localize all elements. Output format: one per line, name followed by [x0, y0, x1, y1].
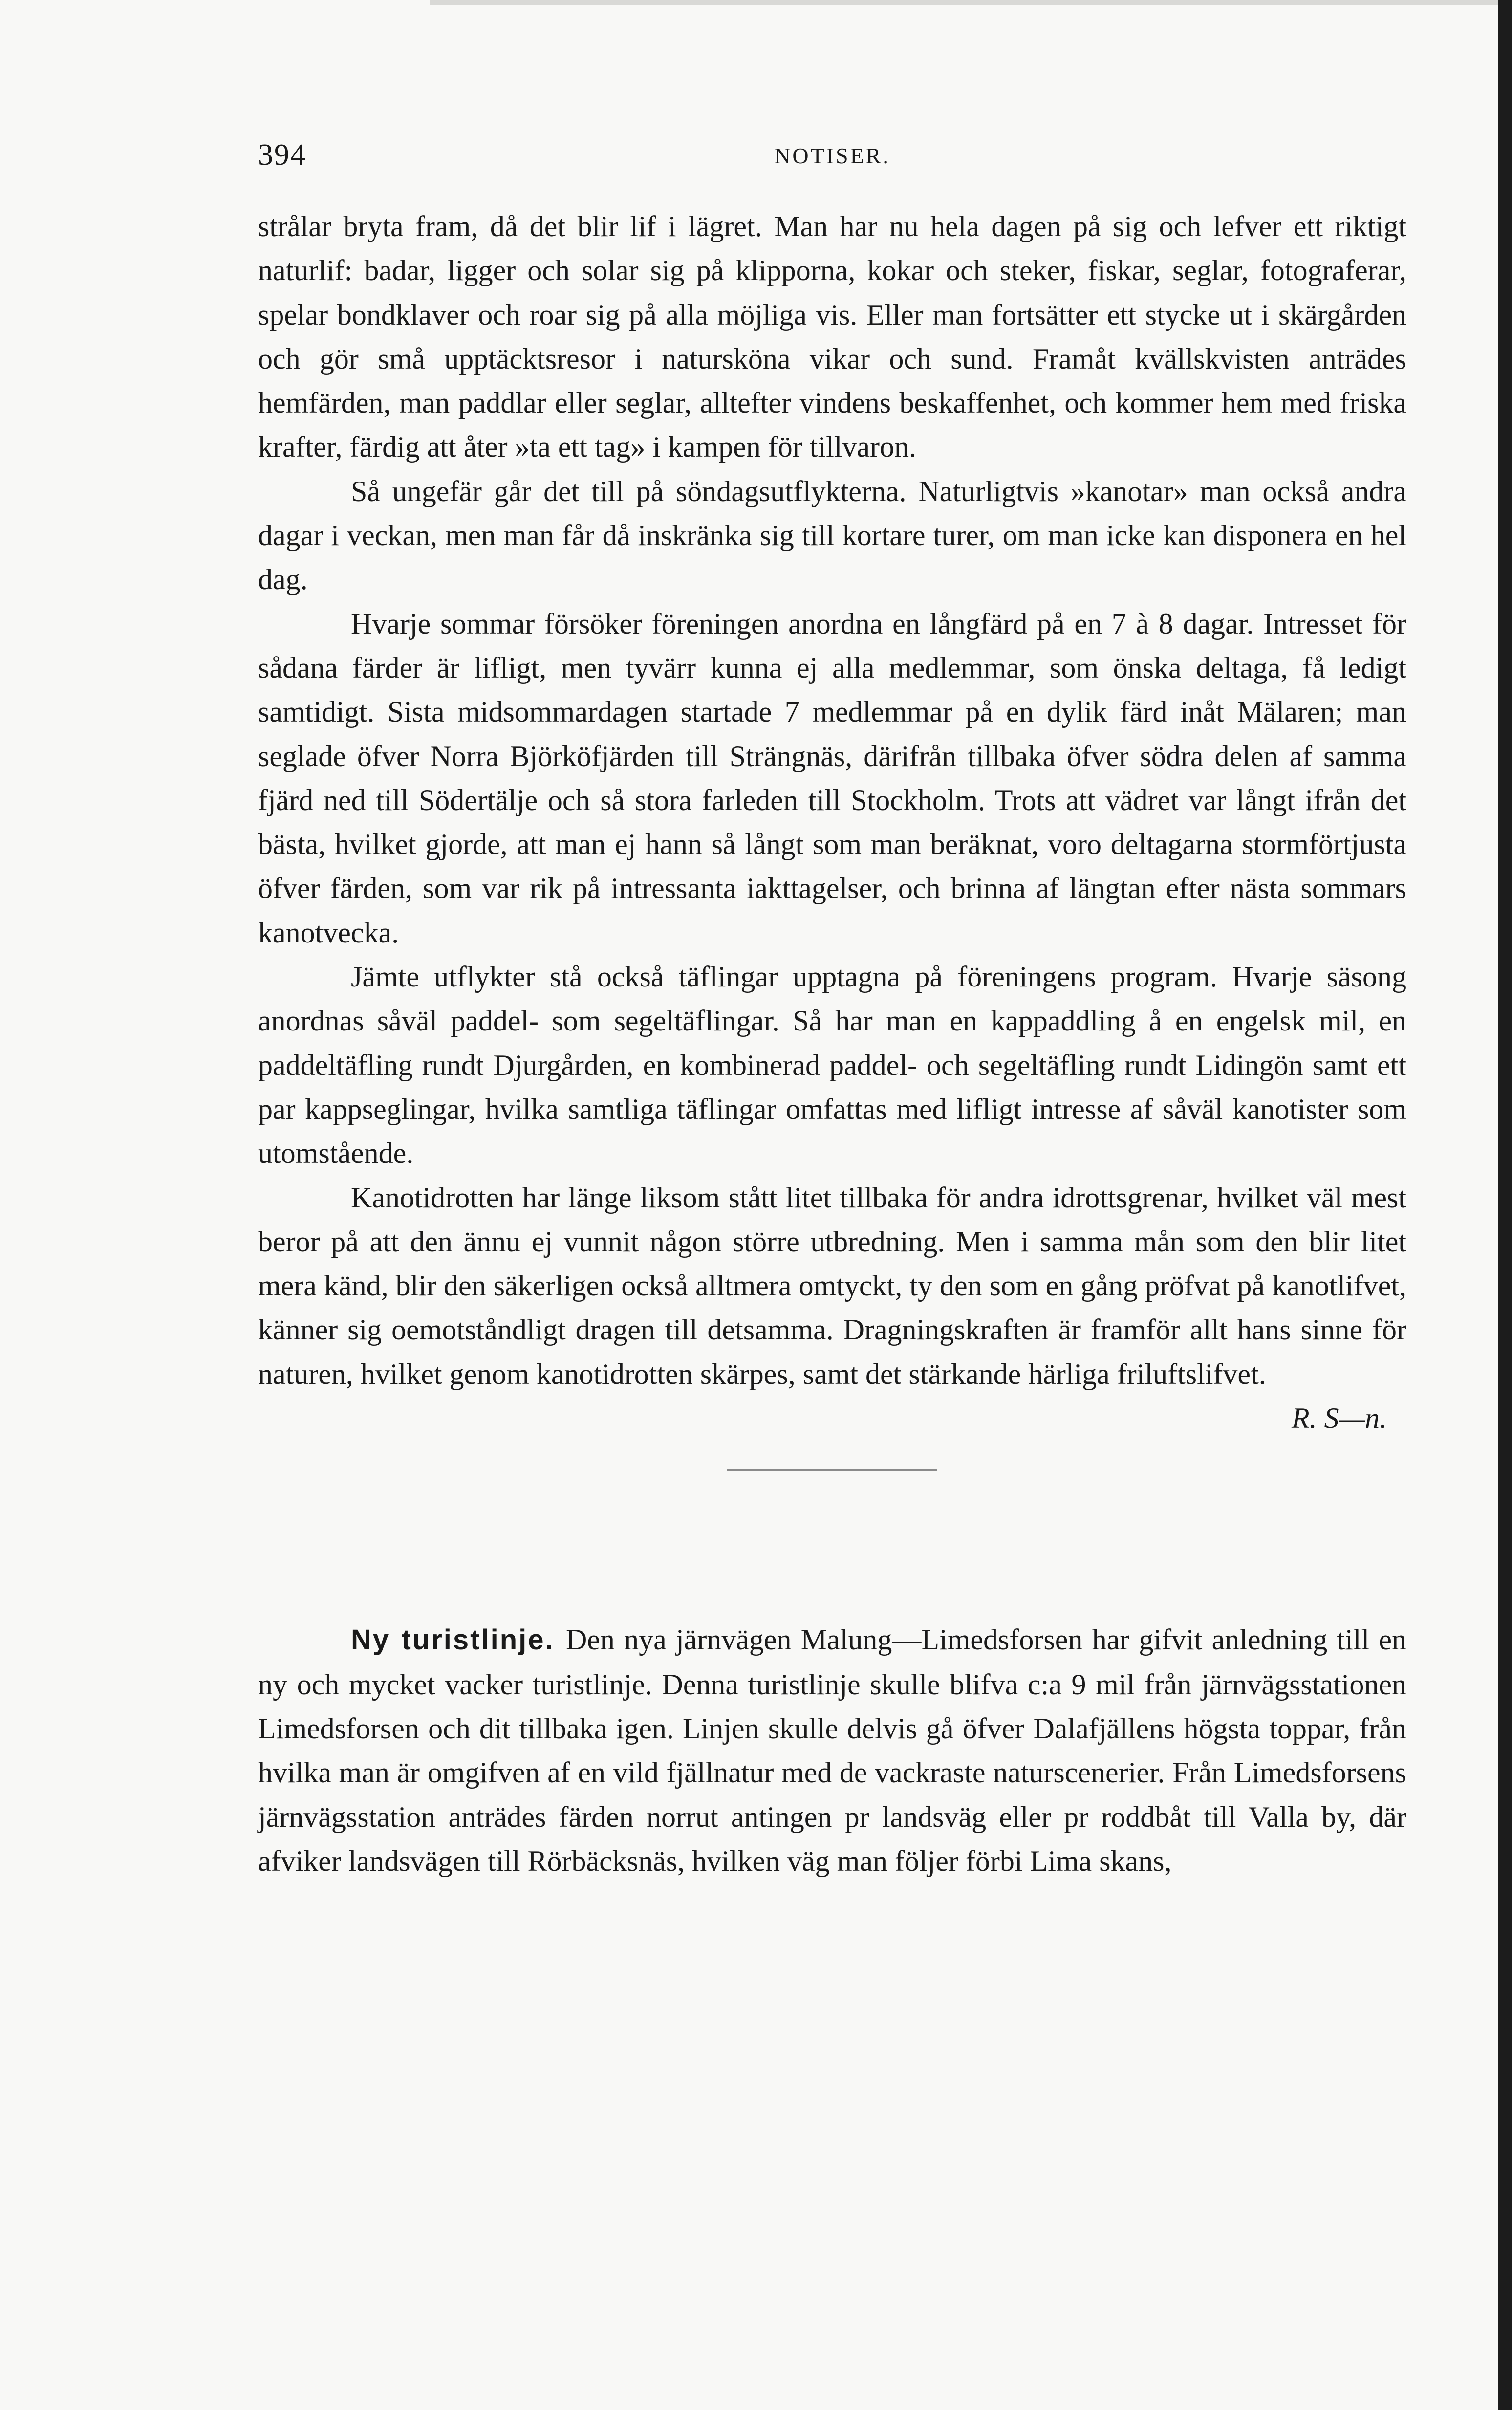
scan-border-right: [1498, 0, 1512, 2410]
article-body: [258, 204, 1406, 1883]
article-paragraph: Jämte utflykter stå också täflingar upptagna på föreningens program. Hvarje säsong anordnas såväl paddel- som segeltäflingar. Så har man en kappaddling å en engelsk mil, en paddeltäfling rundt Djurgården, en kombinerad paddel- och segeltäfling rundt Lidingön samt ett par kappseglingar, hvilka samtliga täflingar omfattas med lifligt intresse af såväl kanotister som utomstående.: [258, 961, 1406, 1170]
author-signature: R. S—n.: [1292, 1402, 1387, 1435]
scan-shadow-top: [430, 0, 1498, 5]
notice-title: Ny turistlinje.: [351, 1624, 566, 1656]
page-header: [258, 138, 1406, 182]
article-paragraph: Så ungefär går det till på söndagsutflykterna. Naturligtvis »kanotar» man också andra dagar i veckan, men man får då inskränka sig till kortare turer, om man icke kan disponera en hel dag.: [258, 475, 1406, 596]
notice-paragraph: [258, 1618, 1406, 1883]
article-paragraph: Kanotidrotten har länge liksom stått litet tillbaka för andra idrottsgrenar, hvilket väl mest beror på att den ännu ej vunnit någon större utbredning. Men i samma mån som den blir litet mera känd, blir den säkerligen också alltmera omtyckt, ty den som en gång pröfvat på kanotlifvet, känner sig oemotståndligt dragen till detsamma. Dragningskraften är framför allt hans sinne för naturen, hvilket genom kanotidrotten skärpes, samt det stärkande härliga friluftslifvet.: [258, 1181, 1406, 1390]
running-head: NOTISER.: [774, 143, 890, 168]
section-gap: [258, 1471, 1406, 1618]
page-number: 394: [258, 138, 306, 172]
notice-text: Den nya järnvägen Malung—Limedsforsen har gifvit anledning till en ny och mycket vacker turistlinje. Denna turistlinje skulle blifva c:a 9 mil från järnvägsstationen Limedsforsen och dit tillbaka igen. Linjen skulle delvis gå öfver Dalafjällens högsta toppar, från hvilka man är omgifven af en vild fjällnatur med de vackraste naturscenerier. Från Limedsforsens järnvägsstation anträdes färden norrut antingen pr landsväg eller pr roddbåt till Valla by, där afviker landsvägen till Rörbäcksnäs, hvilken väg man följer förbi Lima skans,: [258, 1623, 1406, 1877]
article-paragraph: strålar bryta fram, då det blir lif i lägret. Man har nu hela dagen på sig och lefver ett riktigt naturlif: badar, ligger och solar sig på klipporna, kokar och steker, fiskar, seglar, fotograferar, spelar bondklaver och roar sig på alla möjliga vis. Eller man fortsätter ett stycke ut i skärgården och gör små upptäcktsresor i natursköna vikar och sund. Framåt kvällskvisten anträdes hemfärden, man paddlar eller seglar, alltefter vindens beskaffenhet, och kommer hem med friska krafter, färdig att åter »ta ett tag» i kampen för tillvaron.: [258, 210, 1406, 463]
article-paragraph: Hvarje sommar försöker föreningen anordna en långfärd på en 7 à 8 dagar. Intresset för sådana färder är lifligt, men tyvärr kunna ej alla medlemmar, som önska deltaga, få ledigt samtidigt. Sista midsommardagen startade 7 medlemmar på en dylik färd inåt Mälaren; man seglade öfver Norra Björköfjärden till Strängnäs, därifrån tillbaka öfver södra delen af samma fjärd ned till Södertälje och så stora farleden till Stockholm. Trots att vädret var långt ifrån det bästa, hvilket gjorde, att man ej hann så långt som man beräknat, voro deltagarna stormförtjusta öfver färden, som var rik på intressanta iakttagelser, och brinna af längtan efter nästa sommars kanotvecka.: [258, 607, 1406, 949]
